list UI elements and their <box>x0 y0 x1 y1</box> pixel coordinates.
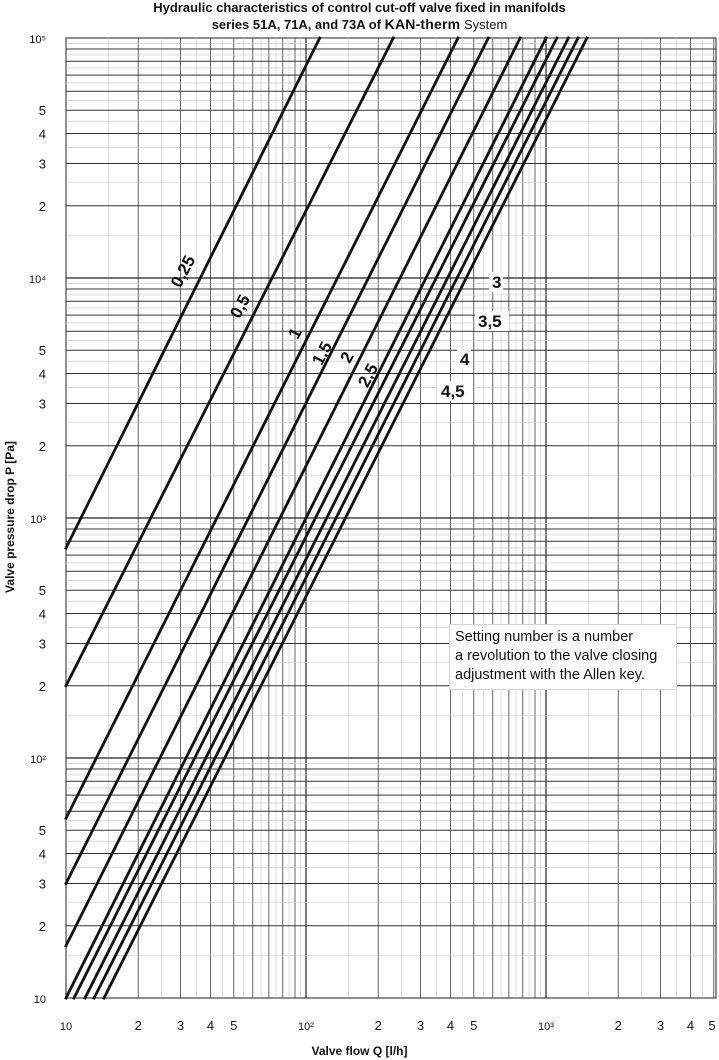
y-tick-label: 10⁴ <box>29 274 46 286</box>
x-tick-label: 2 <box>374 1018 382 1033</box>
x-tick-label: 4 <box>686 1018 695 1033</box>
y-tick-label: 2 <box>38 198 46 214</box>
y-tick-label: 5 <box>38 343 46 359</box>
note-line-1: Setting number is a number <box>455 629 634 645</box>
y-tick-label: 5 <box>38 103 46 119</box>
x-tick-label: 5 <box>708 1018 716 1033</box>
series-line-2 <box>66 38 520 946</box>
y-tick-label: 4 <box>38 606 46 622</box>
x-tick-label: 4 <box>446 1018 455 1033</box>
grid <box>66 38 716 998</box>
series-label: 2,5 <box>354 360 383 391</box>
y-tick-label: 3 <box>38 156 46 172</box>
x-tick-label: 5 <box>230 1018 238 1033</box>
y-tick-label: 5 <box>38 583 46 599</box>
y-tick-label: 10³ <box>30 514 46 526</box>
y-tick-label: 2 <box>38 678 46 694</box>
x-tick-label: 10 <box>59 1021 73 1033</box>
y-tick-label: 4 <box>38 366 46 382</box>
x-axis-label: Valve flow Q [l/h] <box>311 1044 408 1058</box>
title-line-2-text: series 51A, 71A, and 73A of <box>211 17 382 32</box>
x-tick-label: 3 <box>176 1018 185 1033</box>
series-line-1-5 <box>66 38 488 884</box>
note-line-3: adjustment with the Allen key. <box>455 667 645 683</box>
series-label: 3,5 <box>478 312 502 331</box>
x-tick-label: 10² <box>298 1021 314 1033</box>
x-tick-label: 10³ <box>538 1021 554 1033</box>
series-label: 1 <box>284 324 306 343</box>
y-tick-label: 10² <box>30 754 46 766</box>
y-tick-label: 2 <box>38 438 46 454</box>
note-line-2: a revolution to the valve closing <box>455 648 658 664</box>
x-tick-label: 3 <box>656 1018 665 1033</box>
x-tick-label: 3 <box>416 1018 425 1033</box>
y-tick-label: 3 <box>38 876 46 892</box>
y-tick-label: 3 <box>38 636 46 652</box>
y-tick-label: 5 <box>38 823 46 839</box>
x-tick-label: 2 <box>614 1018 622 1033</box>
brand-logo: KAN-therm <box>384 16 461 32</box>
chart-title <box>0 0 719 33</box>
y-axis-label: Valve pressure drop P [Pa] <box>3 441 17 593</box>
series-line-0-25 <box>66 38 320 548</box>
y-tick-label: 10 <box>33 994 46 1006</box>
series-label: 2 <box>336 348 358 367</box>
series-label: 4,5 <box>441 382 465 401</box>
y-tick-label: 3 <box>38 396 46 412</box>
y-tick-label: 4 <box>38 846 46 862</box>
brand-suffix: System <box>463 17 508 32</box>
series-label: 1,5 <box>308 338 337 369</box>
series-label: 4 <box>460 350 470 369</box>
y-tick-label: 2 <box>38 918 46 934</box>
x-tick-label: 4 <box>206 1018 215 1033</box>
series-label: 0,5 <box>226 291 255 322</box>
note-box <box>449 624 677 690</box>
x-tick-label: 5 <box>470 1018 478 1033</box>
y-tick-label: 10⁵ <box>29 34 46 46</box>
series-label: 0,25 <box>166 252 200 291</box>
y-tick-label: 4 <box>38 126 46 142</box>
series-label: 3 <box>492 273 502 292</box>
x-tick-label: 2 <box>134 1018 142 1033</box>
title-line-2 <box>0 16 719 33</box>
title-line-1: Hydraulic characteristics of control cut-off valve fixed in manifolds <box>153 0 566 15</box>
